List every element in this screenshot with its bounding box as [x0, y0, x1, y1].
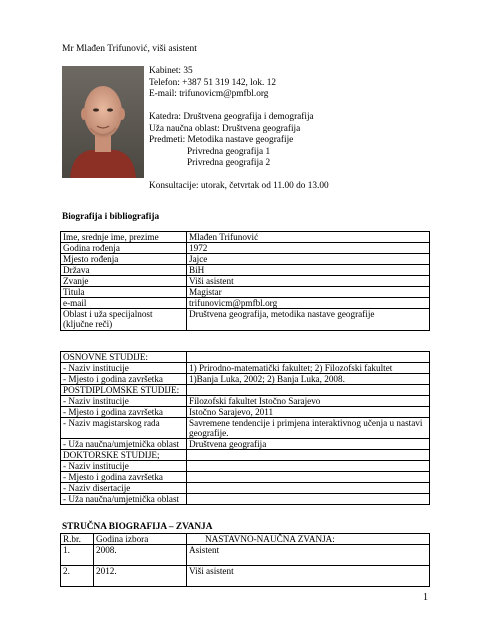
- bio-value: Magistar: [187, 287, 430, 298]
- bio-value: BiH: [187, 265, 430, 276]
- col-rbr: R.br.: [61, 534, 94, 545]
- subject-2: Privredna geografija 1: [187, 146, 271, 157]
- table-row: [61, 472, 430, 483]
- consultation-hours: Konsultacije: utorak, četvrtak od 11.00 do 13.00: [149, 181, 329, 191]
- table-row: [61, 483, 430, 494]
- table-row: [61, 352, 430, 363]
- row-value: 1) Prirodno-matematički fakultet; 2) Filozofski fakultet: [187, 363, 430, 374]
- table-row: [61, 243, 430, 254]
- subject-3: Privredna geografija 2: [187, 158, 271, 168]
- section-label: OSNOVNE STUDIJE:: [61, 352, 187, 363]
- table-row: [61, 385, 430, 396]
- row-zvanje: Viši asistent: [187, 566, 430, 587]
- table-row: [61, 396, 430, 407]
- section-label: DOKTORSKE STUDIJE;: [61, 450, 187, 461]
- row-label: - Naziv institucije: [61, 461, 187, 472]
- bio-label: Oblast i uža specijalnost (ključne reči): [61, 309, 187, 331]
- table-header-row: [61, 534, 430, 545]
- row-label: - Naziv institucije: [61, 363, 187, 374]
- row-godina: 2012.: [94, 566, 187, 587]
- row-value: Istočno Sarajevo, 2011: [187, 407, 430, 418]
- bio-label: e-mail: [61, 298, 187, 309]
- table-row: [61, 450, 430, 461]
- table-row: [61, 309, 430, 331]
- row-godina: 2008.: [94, 545, 187, 566]
- bio-value: Viši asistent: [187, 276, 430, 287]
- office-number: Kabinet: 35: [149, 66, 193, 76]
- bio-label: Zvanje: [61, 276, 187, 287]
- bio-label: Godina rođenja: [61, 243, 187, 254]
- row-label: - Mjesto i godina završetka: [61, 407, 187, 418]
- department: Katedra: Društvena geografija i demografija: [149, 112, 314, 122]
- phone-number: Telefon: +387 51 319 142, lok. 12: [149, 77, 276, 88]
- bio-value: Jajce: [187, 254, 430, 265]
- row-label: - Naziv disertacije: [61, 483, 187, 494]
- section-label: POSTDIPLOMSKE STUDIJE:: [61, 385, 187, 396]
- row-label: - Uža naučna/umjetnička oblast: [61, 494, 187, 505]
- row-label: - Mjesto i godina završetka: [61, 374, 187, 385]
- table-row: [61, 298, 430, 309]
- subjects: Predmeti: Metodika nastave geografije: [149, 135, 294, 145]
- bio-value: Društvena geografija, metodika nastave geografije: [187, 309, 430, 331]
- studies-table: [60, 351, 430, 505]
- table-row: [61, 232, 430, 243]
- row-label: - Naziv magistarskog rada: [61, 418, 187, 439]
- table-row: [61, 461, 430, 472]
- titles-heading: STRUČNA BIOGRAFIJA – ZVANJA: [62, 522, 213, 532]
- row-rbr: 2.: [61, 566, 94, 587]
- table-row: [61, 374, 430, 385]
- narrow-field: Uža naučna oblast: Društvena geografija: [149, 123, 301, 134]
- table-row: [61, 363, 430, 374]
- col-zvanje-label: NASTAVNO-NAUČNA ZVANJA:: [205, 534, 335, 544]
- titles-table: [60, 533, 430, 587]
- bio-label: Ime, srednje ime, prezime: [61, 232, 187, 243]
- row-rbr: 1.: [61, 545, 94, 566]
- page-number: 1: [423, 592, 428, 603]
- bio-value: Mlađen Trifunović: [187, 232, 430, 243]
- page-title: Mr Mlađen Trifunović, viši asistent: [62, 44, 197, 54]
- portrait-photo: [62, 66, 144, 178]
- table-row: [61, 439, 430, 450]
- col-zvanje: [187, 534, 430, 545]
- row-zvanje: Asistent: [187, 545, 430, 566]
- table-row: [61, 545, 430, 566]
- table-row: [61, 254, 430, 265]
- table-row: [61, 265, 430, 276]
- row-value: 1)Banja Luka, 2002; 2) Banja Luka, 2008.: [187, 374, 430, 385]
- row-label: - Naziv institucije: [61, 396, 187, 407]
- bio-heading: Biografija i bibliografija: [62, 212, 160, 222]
- bio-value: trifunovicm@pmfbl.org: [187, 298, 430, 309]
- col-godina: Godina izbora: [94, 534, 187, 545]
- table-row: [61, 566, 430, 587]
- bio-label: Država: [61, 265, 187, 276]
- table-row: [61, 276, 430, 287]
- bio-label: Titula: [61, 287, 187, 298]
- table-row: [61, 407, 430, 418]
- email-address: E-mail: trifunovicm@pmfbl.org: [149, 89, 269, 99]
- bio-value: 1972: [187, 243, 430, 254]
- bio-table: [60, 231, 430, 331]
- row-value: Društvena geografija: [187, 439, 430, 450]
- table-row: [61, 418, 430, 439]
- bio-label: Mjesto rođenja: [61, 254, 187, 265]
- contact-info: [149, 66, 314, 170]
- row-label: - Uža naučna/umjetnička oblast: [61, 439, 187, 450]
- row-label: - Mjesto i godina završetka: [61, 472, 187, 483]
- row-value: Savremene tendencije i primjena interaktivnog učenja u nastavi geografije.: [187, 418, 430, 439]
- table-row: [61, 494, 430, 505]
- row-value: Filozofski fakultet Istočno Sarajevo: [187, 396, 430, 407]
- table-row: [61, 287, 430, 298]
